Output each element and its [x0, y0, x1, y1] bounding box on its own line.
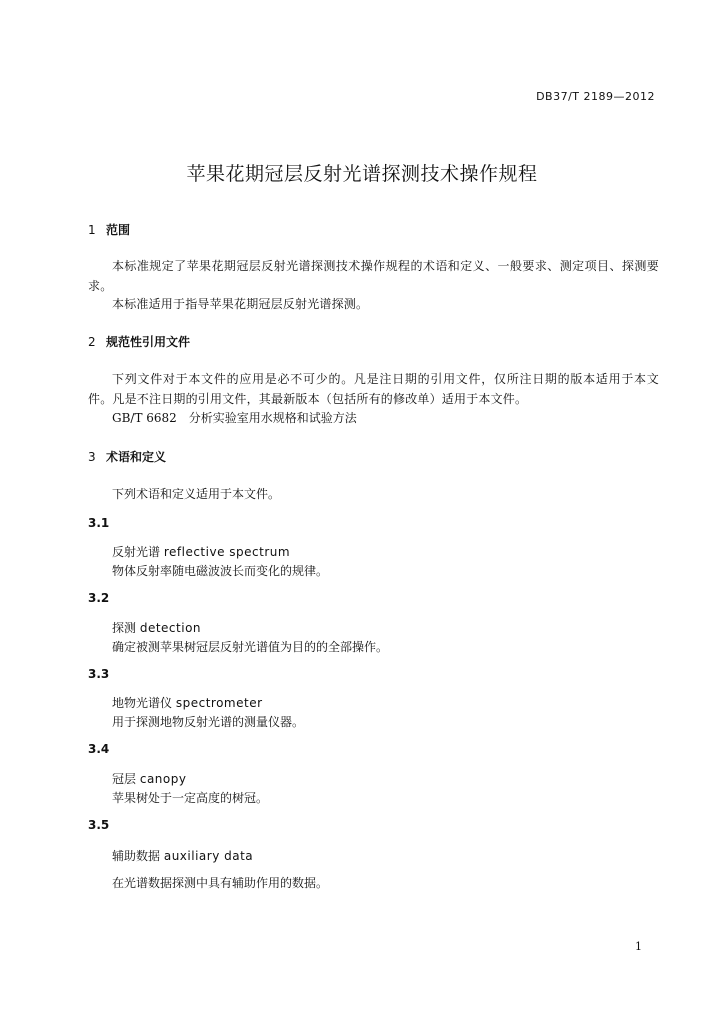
section-number: 2 — [88, 335, 96, 349]
term-zh: 地物光谱仪 — [112, 696, 173, 710]
term-title — [112, 543, 290, 560]
term-definition: 物体反射率随电磁波波长而变化的规律。 — [112, 564, 329, 578]
section-title: 规范性引用文件 — [106, 335, 191, 349]
scope-paragraph-1: 本标准规定了苹果花期冠层反射光谱探测技术操作规程的术语和定义、一般要求、测定项目、探测要求。 — [88, 259, 659, 293]
terms-intro: 下列术语和定义适用于本文件。 — [112, 487, 281, 501]
term-en: reflective spectrum — [163, 545, 291, 559]
section-heading-normative-references — [88, 333, 190, 350]
page-number: 1 — [635, 940, 642, 953]
term-title — [112, 770, 186, 787]
section-number: 3 — [88, 450, 96, 464]
term-definition: 确定被测苹果树冠层反射光谱值为目的的全部操作。 — [112, 640, 389, 654]
term-en: detection — [139, 621, 202, 635]
term-zh: 冠层 — [112, 772, 137, 786]
term-title — [112, 847, 253, 864]
section-title: 术语和定义 — [106, 450, 167, 464]
scope-paragraph-2: 本标准适用于指导苹果花期冠层反射光谱探测。 — [112, 297, 369, 311]
section-title: 范围 — [106, 223, 131, 237]
term-definition: 用于探测地物反射光谱的测量仪器。 — [112, 715, 305, 729]
reference-gb-t-6682: GB/T 6682 分析实验室用水规格和试验方法 — [112, 411, 357, 425]
term-number: 3.4 — [88, 742, 110, 756]
section-heading-terms — [88, 448, 166, 465]
term-title — [112, 619, 201, 636]
term-zh: 反射光谱 — [112, 545, 161, 559]
references-paragraph: 下列文件对于本文件的应用是必不可少的。凡是注日期的引用文件，仅所注日期的版本适用于本文件。凡是不注日期的引用文件，其最新版本（包括所有的修改单）适用于本文件。 — [88, 372, 659, 406]
term-number: 3.3 — [88, 667, 110, 681]
standard-code: DB37/T 2189—2012 — [536, 90, 655, 103]
term-zh: 辅助数据 — [112, 849, 161, 863]
section-number: 1 — [88, 223, 96, 237]
term-definition: 苹果树处于一定高度的树冠。 — [112, 791, 269, 805]
section-heading-scope — [88, 221, 130, 238]
document-title: 苹果花期冠层反射光谱探测技术操作规程 — [186, 163, 538, 185]
term-number: 3.5 — [88, 818, 110, 832]
term-zh: 探测 — [112, 621, 137, 635]
term-en: auxiliary data — [163, 849, 254, 863]
term-number: 3.1 — [88, 516, 110, 530]
term-en: canopy — [139, 772, 187, 786]
term-definition: 在光谱数据探测中具有辅助作用的数据。 — [112, 876, 329, 890]
term-title — [112, 694, 263, 711]
term-number: 3.2 — [88, 591, 110, 605]
term-en: spectrometer — [175, 696, 263, 710]
